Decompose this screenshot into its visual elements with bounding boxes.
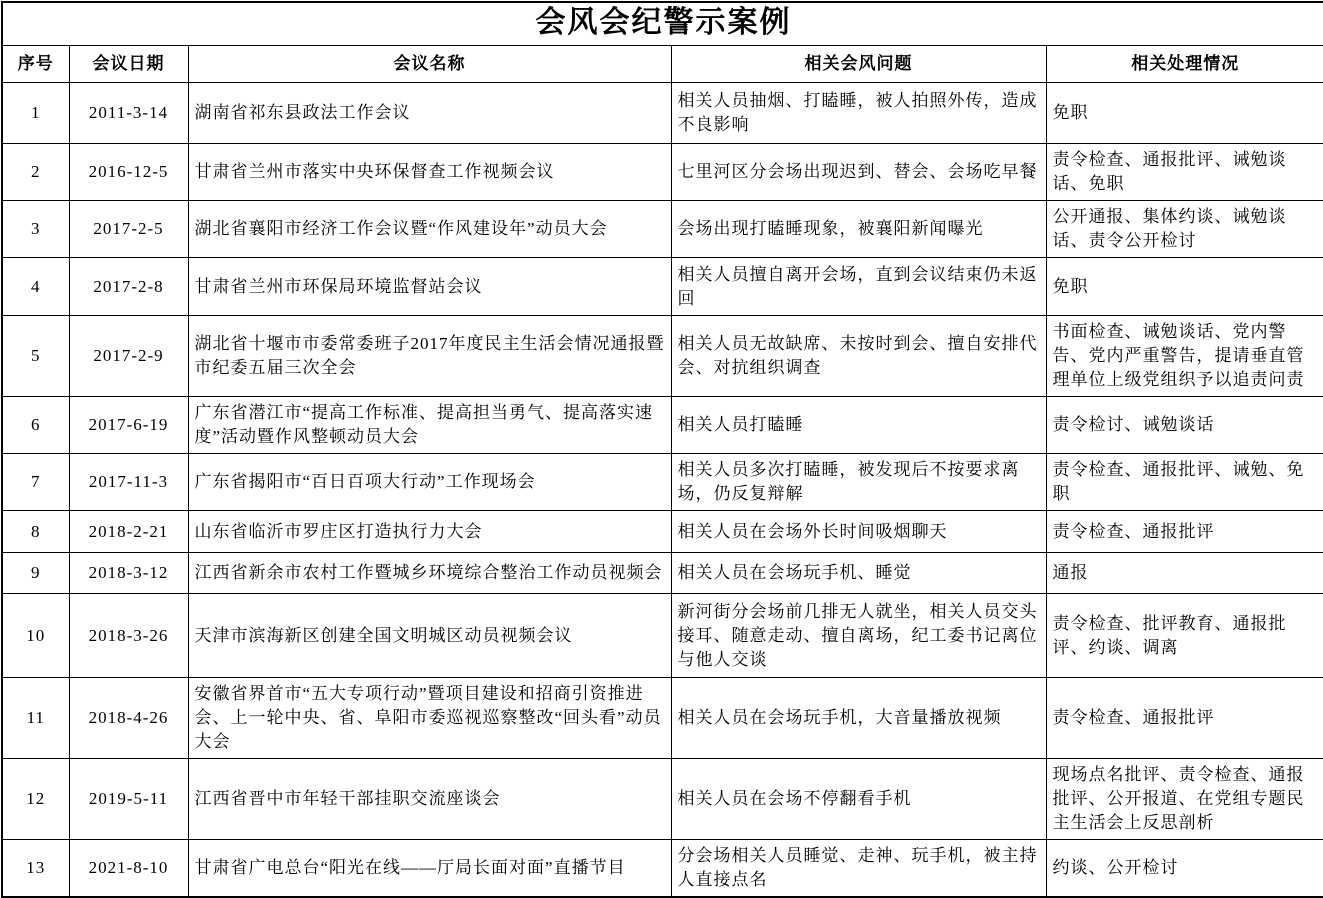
table-row	[2, 553, 1323, 594]
table-row	[2, 316, 1323, 397]
cell-seq: 13	[2, 840, 69, 898]
cell-date: 2018-3-12	[69, 553, 188, 594]
cell-handling: 公开通报、集体约谈、诫勉谈话、责令公开检讨	[1046, 201, 1323, 258]
cell-handling: 通报	[1046, 553, 1323, 594]
cell-meeting-name: 天津市滨海新区创建全国文明城区动员视频会议	[188, 594, 671, 678]
cell-issue: 新河街分会场前几排无人就坐，相关人员交头接耳、随意走动、擅自离场，纪工委书记离位与他人交谈	[671, 594, 1046, 678]
cell-issue: 相关人员在会场不停翻看手机	[671, 759, 1046, 840]
header-name: 会议名称	[188, 46, 671, 83]
cell-date: 2017-2-8	[69, 258, 188, 316]
cell-handling: 约谈、公开检讨	[1046, 840, 1323, 898]
table-row	[2, 678, 1323, 759]
cell-date: 2018-3-26	[69, 594, 188, 678]
cell-issue: 相关人员无故缺席、未按时到会、擅自安排代会、对抗组织调查	[671, 316, 1046, 397]
header-date: 会议日期	[69, 46, 188, 83]
cell-date: 2011-3-14	[69, 83, 188, 144]
cell-meeting-name: 安徽省界首市“五大专项行动”暨项目建设和招商引资推进会、上一轮中央、省、阜阳市委巡视巡察整改“回头看”动员大会	[188, 678, 671, 759]
table-row	[2, 83, 1323, 144]
cell-seq: 1	[2, 83, 69, 144]
table-row	[2, 594, 1323, 678]
cell-seq: 12	[2, 759, 69, 840]
cell-issue: 相关人员在会场外长时间吸烟聊天	[671, 511, 1046, 553]
cell-handling: 责令检查、通报批评、诫勉谈话、免职	[1046, 144, 1323, 201]
cell-meeting-name: 甘肃省兰州市落实中央环保督查工作视频会议	[188, 144, 671, 201]
cell-seq: 3	[2, 201, 69, 258]
cell-handling: 书面检查、诫勉谈话、党内警告、党内严重警告，提请垂直管理单位上级党组织予以追责问责	[1046, 316, 1323, 397]
header-issue: 相关会风问题	[671, 46, 1046, 83]
cell-handling: 责令检查、批评教育、通报批评、约谈、调离	[1046, 594, 1323, 678]
cell-issue: 分会场相关人员睡觉、走神、玩手机，被主持人直接点名	[671, 840, 1046, 898]
cell-meeting-name: 湖南省祁东县政法工作会议	[188, 83, 671, 144]
table-row	[2, 144, 1323, 201]
cell-date: 2018-2-21	[69, 511, 188, 553]
cell-issue: 相关人员抽烟、打瞌睡，被人拍照外传，造成不良影响	[671, 83, 1046, 144]
title-row	[2, 2, 1323, 46]
table-row	[2, 511, 1323, 553]
cell-issue: 相关人员打瞌睡	[671, 397, 1046, 454]
cell-date: 2019-5-11	[69, 759, 188, 840]
header-handling: 相关处理情况	[1046, 46, 1323, 83]
cell-seq: 11	[2, 678, 69, 759]
cell-date: 2017-2-5	[69, 201, 188, 258]
cell-issue: 相关人员擅自离开会场，直到会议结束仍未返回	[671, 258, 1046, 316]
page-title: 会风会纪警示案例	[2, 2, 1323, 46]
cell-issue: 相关人员多次打瞌睡，被发现后不按要求离场，仍反复辩解	[671, 454, 1046, 511]
cell-seq: 8	[2, 511, 69, 553]
cell-issue: 七里河区分会场出现迟到、替会、会场吃早餐	[671, 144, 1046, 201]
table-row	[2, 397, 1323, 454]
cell-seq: 4	[2, 258, 69, 316]
cell-meeting-name: 甘肃省兰州市环保局环境监督站会议	[188, 258, 671, 316]
cell-seq: 5	[2, 316, 69, 397]
cell-seq: 6	[2, 397, 69, 454]
cell-meeting-name: 广东省揭阳市“百日百项大行动”工作现场会	[188, 454, 671, 511]
table-row	[2, 258, 1323, 316]
cell-seq: 10	[2, 594, 69, 678]
cell-meeting-name: 湖北省襄阳市经济工作会议暨“作风建设年”动员大会	[188, 201, 671, 258]
cell-meeting-name: 江西省晋中市年轻干部挂职交流座谈会	[188, 759, 671, 840]
cell-issue: 会场出现打瞌睡现象，被襄阳新闻曝光	[671, 201, 1046, 258]
column-headers	[2, 46, 1323, 83]
cell-meeting-name: 江西省新余市农村工作暨城乡环境综合整治工作动员视频会	[188, 553, 671, 594]
cell-seq: 7	[2, 454, 69, 511]
cell-date: 2017-2-9	[69, 316, 188, 397]
warning-cases-table	[1, 1, 1323, 898]
table-row	[2, 840, 1323, 898]
cell-seq: 9	[2, 553, 69, 594]
cell-handling: 责令检查、通报批评、诫勉、免职	[1046, 454, 1323, 511]
header-seq: 序号	[2, 46, 69, 83]
cell-seq: 2	[2, 144, 69, 201]
cell-handling: 免职	[1046, 258, 1323, 316]
table-row	[2, 759, 1323, 840]
cell-handling: 现场点名批评、责令检查、通报批评、公开报道、在党组专题民主生活会上反思剖析	[1046, 759, 1323, 840]
cell-handling: 责令检讨、诫勉谈话	[1046, 397, 1323, 454]
cell-handling: 免职	[1046, 83, 1323, 144]
cell-date: 2018-4-26	[69, 678, 188, 759]
cell-meeting-name: 广东省潜江市“提高工作标准、提高担当勇气、提高落实速度”活动暨作风整顿动员大会	[188, 397, 671, 454]
cell-date: 2016-12-5	[69, 144, 188, 201]
cell-date: 2021-8-10	[69, 840, 188, 898]
cell-meeting-name: 湖北省十堰市市委常委班子2017年度民主生活会情况通报暨市纪委五届三次全会	[188, 316, 671, 397]
cell-handling: 责令检查、通报批评	[1046, 678, 1323, 759]
table-row	[2, 454, 1323, 511]
cell-issue: 相关人员在会场玩手机、睡觉	[671, 553, 1046, 594]
table-row	[2, 201, 1323, 258]
cell-meeting-name: 甘肃省广电总台“阳光在线——厅局长面对面”直播节目	[188, 840, 671, 898]
cell-date: 2017-11-3	[69, 454, 188, 511]
cell-date: 2017-6-19	[69, 397, 188, 454]
cell-handling: 责令检查、通报批评	[1046, 511, 1323, 553]
cell-meeting-name: 山东省临沂市罗庄区打造执行力大会	[188, 511, 671, 553]
cell-issue: 相关人员在会场玩手机，大音量播放视频	[671, 678, 1046, 759]
